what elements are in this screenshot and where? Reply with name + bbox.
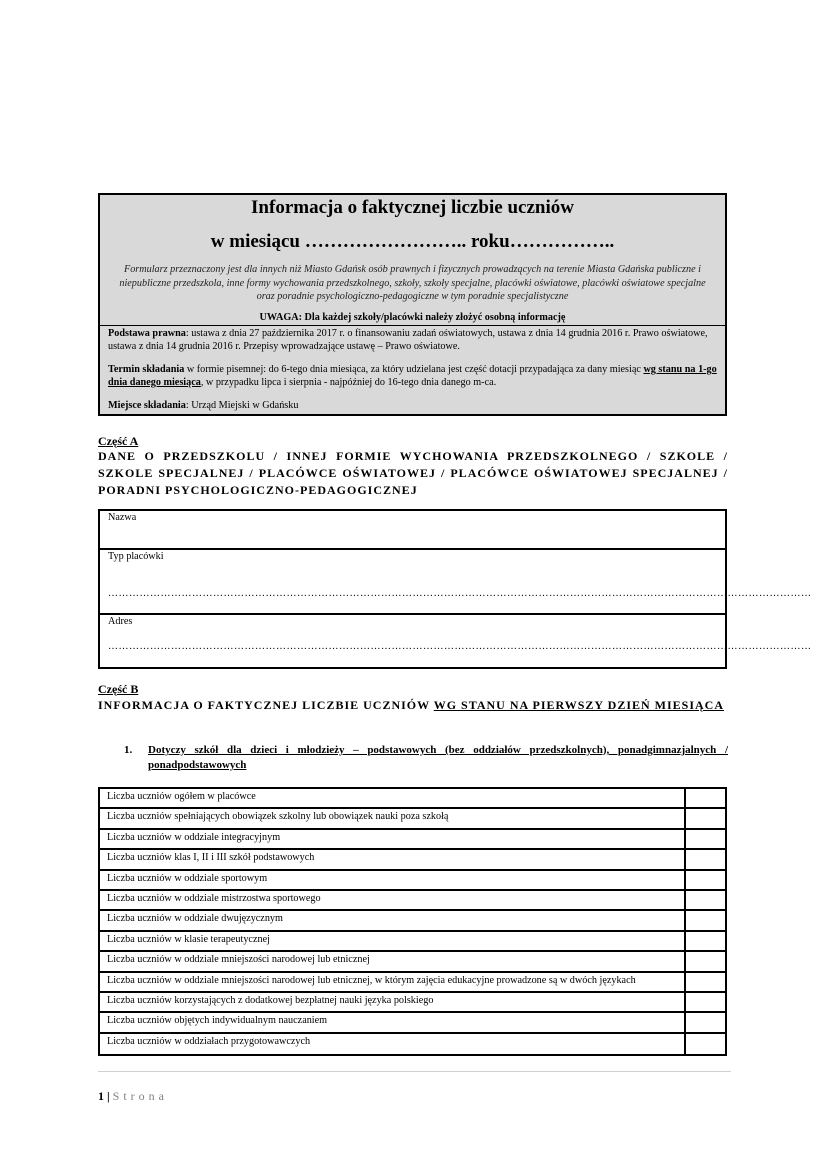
table-row <box>100 809 725 829</box>
form-subtitle-month-year: w miesiącu …………………….. roku…………….. <box>210 231 615 252</box>
name-field-label: Nazwa <box>108 512 137 523</box>
table-row <box>100 911 725 931</box>
place-label: Miejsce składania <box>108 400 186 411</box>
row-label: Liczba uczniów ogółem w placówce <box>107 791 256 802</box>
form-header-box <box>98 193 727 416</box>
value-cell[interactable] <box>684 973 725 991</box>
point-number: 1. <box>124 744 133 756</box>
value-cell[interactable] <box>684 993 725 1011</box>
place-paragraph <box>108 399 717 412</box>
part-a-heading: DANE O PRZEDSZKOLU / INNEJ FORMIE WYCHOWANIA PRZEDSZKOLNEGO / SZKOLE / SZKOLE SPECJALNEJ / PLACÓWCE OŚWIATOWEJ / PLACÓWCE OŚWIATOWEJ SPECJALNEJ / PORADNI PSYCHOLOGICZNO-PEDAGOGICZNEJ <box>98 449 728 497</box>
row-label: Liczba uczniów objętych indywidualnym nauczaniem <box>107 1015 328 1027</box>
legal-basis-label: Podstawa prawna <box>108 328 186 339</box>
value-cell[interactable] <box>684 1034 725 1054</box>
deadline-label: Termin składania <box>108 364 185 375</box>
row-label: Liczba uczniów klas I, II i III szkół podstawowych <box>107 852 315 864</box>
table-row <box>100 952 725 972</box>
point-text: Dotyczy szkół dla dzieci i młodzieży – podstawowych (bez oddziałów przedszkolnych), ponadgimnazjalnych / ponadpodstawowych <box>148 744 728 771</box>
deadline-paragraph <box>108 363 717 389</box>
row-label: Liczba uczniów spełniających obowiązek szkolny lub obowiązek nauki poza szkołą <box>107 811 449 823</box>
name-field-row[interactable] <box>100 511 725 550</box>
deadline-underlined-text: wg stanu na 1-go dnia danego miesiąca <box>108 364 717 388</box>
row-label: Liczba uczniów w klasie terapeutycznej <box>107 933 270 945</box>
value-cell[interactable] <box>684 789 725 807</box>
table-row <box>100 973 725 993</box>
place-text: : Urząd Miejski w Gdańsku <box>185 400 299 411</box>
page-word: Strona <box>112 1089 168 1103</box>
type-field-dots: ………………………………………………………………………………………………………………………………………………………………………………… <box>108 588 812 599</box>
part-b-heading-text: INFORMACJA O FAKTYCZNEJ LICZBIE UCZNIÓW <box>98 698 434 712</box>
legal-basis-paragraph <box>108 327 717 353</box>
table-row <box>100 993 725 1013</box>
footer-separator: | <box>104 1089 113 1103</box>
part-a-title: Część A <box>98 434 139 448</box>
header-divider <box>100 325 725 326</box>
value-cell[interactable] <box>684 891 725 909</box>
page-footer <box>98 1089 168 1104</box>
row-label: Liczba uczniów w oddziale integracyjnym <box>107 831 281 843</box>
table-row <box>100 891 725 911</box>
value-cell[interactable] <box>684 952 725 970</box>
part-b-heading-underlined: WG STANU NA PIERWSZY DZIEŃ MIESIĄCA <box>433 698 725 712</box>
value-cell[interactable] <box>684 1013 725 1031</box>
table-row <box>100 1034 725 1054</box>
part-b-title: Część B <box>98 682 139 696</box>
row-label: Liczba uczniów w oddziale dwujęzycznym <box>107 913 283 925</box>
footer-divider <box>98 1071 731 1072</box>
address-field-dots: ………………………………………………………………………………………………………………………………………………………………………………… <box>108 641 812 652</box>
form-title: Informacja o faktycznej liczbie uczniów <box>251 197 574 218</box>
form-intro-text: Formularz przeznaczony jest dla innych niż Miasto Gdańsk osób prawnych i fizycznych prowadzących na terenie Miasta Gdańska publiczne i niepubliczne przedszkola, inne formy wychowania przedszkolnego, szkoły, szkoły specjalne, placówki oświatowe, placówki oświatowe specjalne oraz poradnie psychologiczno-pedagogiczne w tym poradnie specjalistyczne <box>119 264 706 302</box>
legal-basis-text: : ustawa z dnia 27 października 2017 r. o finansowaniu zadań oświatowych, ustawa z dnia 14 grudnia 2016 r. Prawo oświatowe, ustawa z dnia 14 grudnia 2016 r. Przepisy wprowadzające ustawę – Prawo oświatowe. <box>108 328 708 352</box>
value-cell[interactable] <box>684 830 725 848</box>
row-label: Liczba uczniów w oddziale mniejszości narodowej lub etnicznej <box>107 954 370 966</box>
address-field-row[interactable] <box>100 615 812 667</box>
table-row <box>100 932 725 952</box>
form-notice: UWAGA: Dla każdej szkoły/placówki należy złożyć osobną informację <box>259 312 566 323</box>
table-row <box>100 830 725 850</box>
row-label: Liczba uczniów w oddziałach przygotowawczych <box>107 1035 311 1047</box>
type-field-label: Typ placówki <box>108 551 164 562</box>
part-b-heading <box>98 697 728 714</box>
value-cell[interactable] <box>684 850 725 868</box>
table-row <box>100 850 725 870</box>
value-cell[interactable] <box>684 809 725 827</box>
table-row <box>100 1013 725 1033</box>
row-label: Liczba uczniów korzystających z dodatkowej bezpłatnej nauki języka polskiego <box>107 994 434 1006</box>
deadline-text: w formie pisemnej: do 6-tego dnia miesiąca, za który udzielana jest część dotacji przypadająca za dany miesiąc <box>184 364 644 375</box>
student-count-table <box>98 787 727 1056</box>
type-field-row[interactable] <box>100 550 812 615</box>
deadline-text-end: , w przypadku lipca i sierpnia - najpóźniej do 16-tego dnia danego m-ca. <box>200 377 497 388</box>
table-row <box>100 789 725 809</box>
row-label: Liczba uczniów w oddziale mniejszości narodowej lub etnicznej, w którym zajęcia edukacyjne prowadzone są w dwóch językach <box>107 974 636 986</box>
value-cell[interactable] <box>684 871 725 889</box>
table-row <box>100 871 725 891</box>
value-cell[interactable] <box>684 911 725 929</box>
part-a-form <box>98 509 812 669</box>
address-field-label: Adres <box>108 616 133 627</box>
row-label: Liczba uczniów w oddziale mistrzostwa sportowego <box>107 892 321 904</box>
legal-info-block <box>108 327 717 422</box>
value-cell[interactable] <box>684 932 725 950</box>
page-number: 1 <box>98 1089 104 1103</box>
row-label: Liczba uczniów w oddziale sportowym <box>107 872 268 884</box>
